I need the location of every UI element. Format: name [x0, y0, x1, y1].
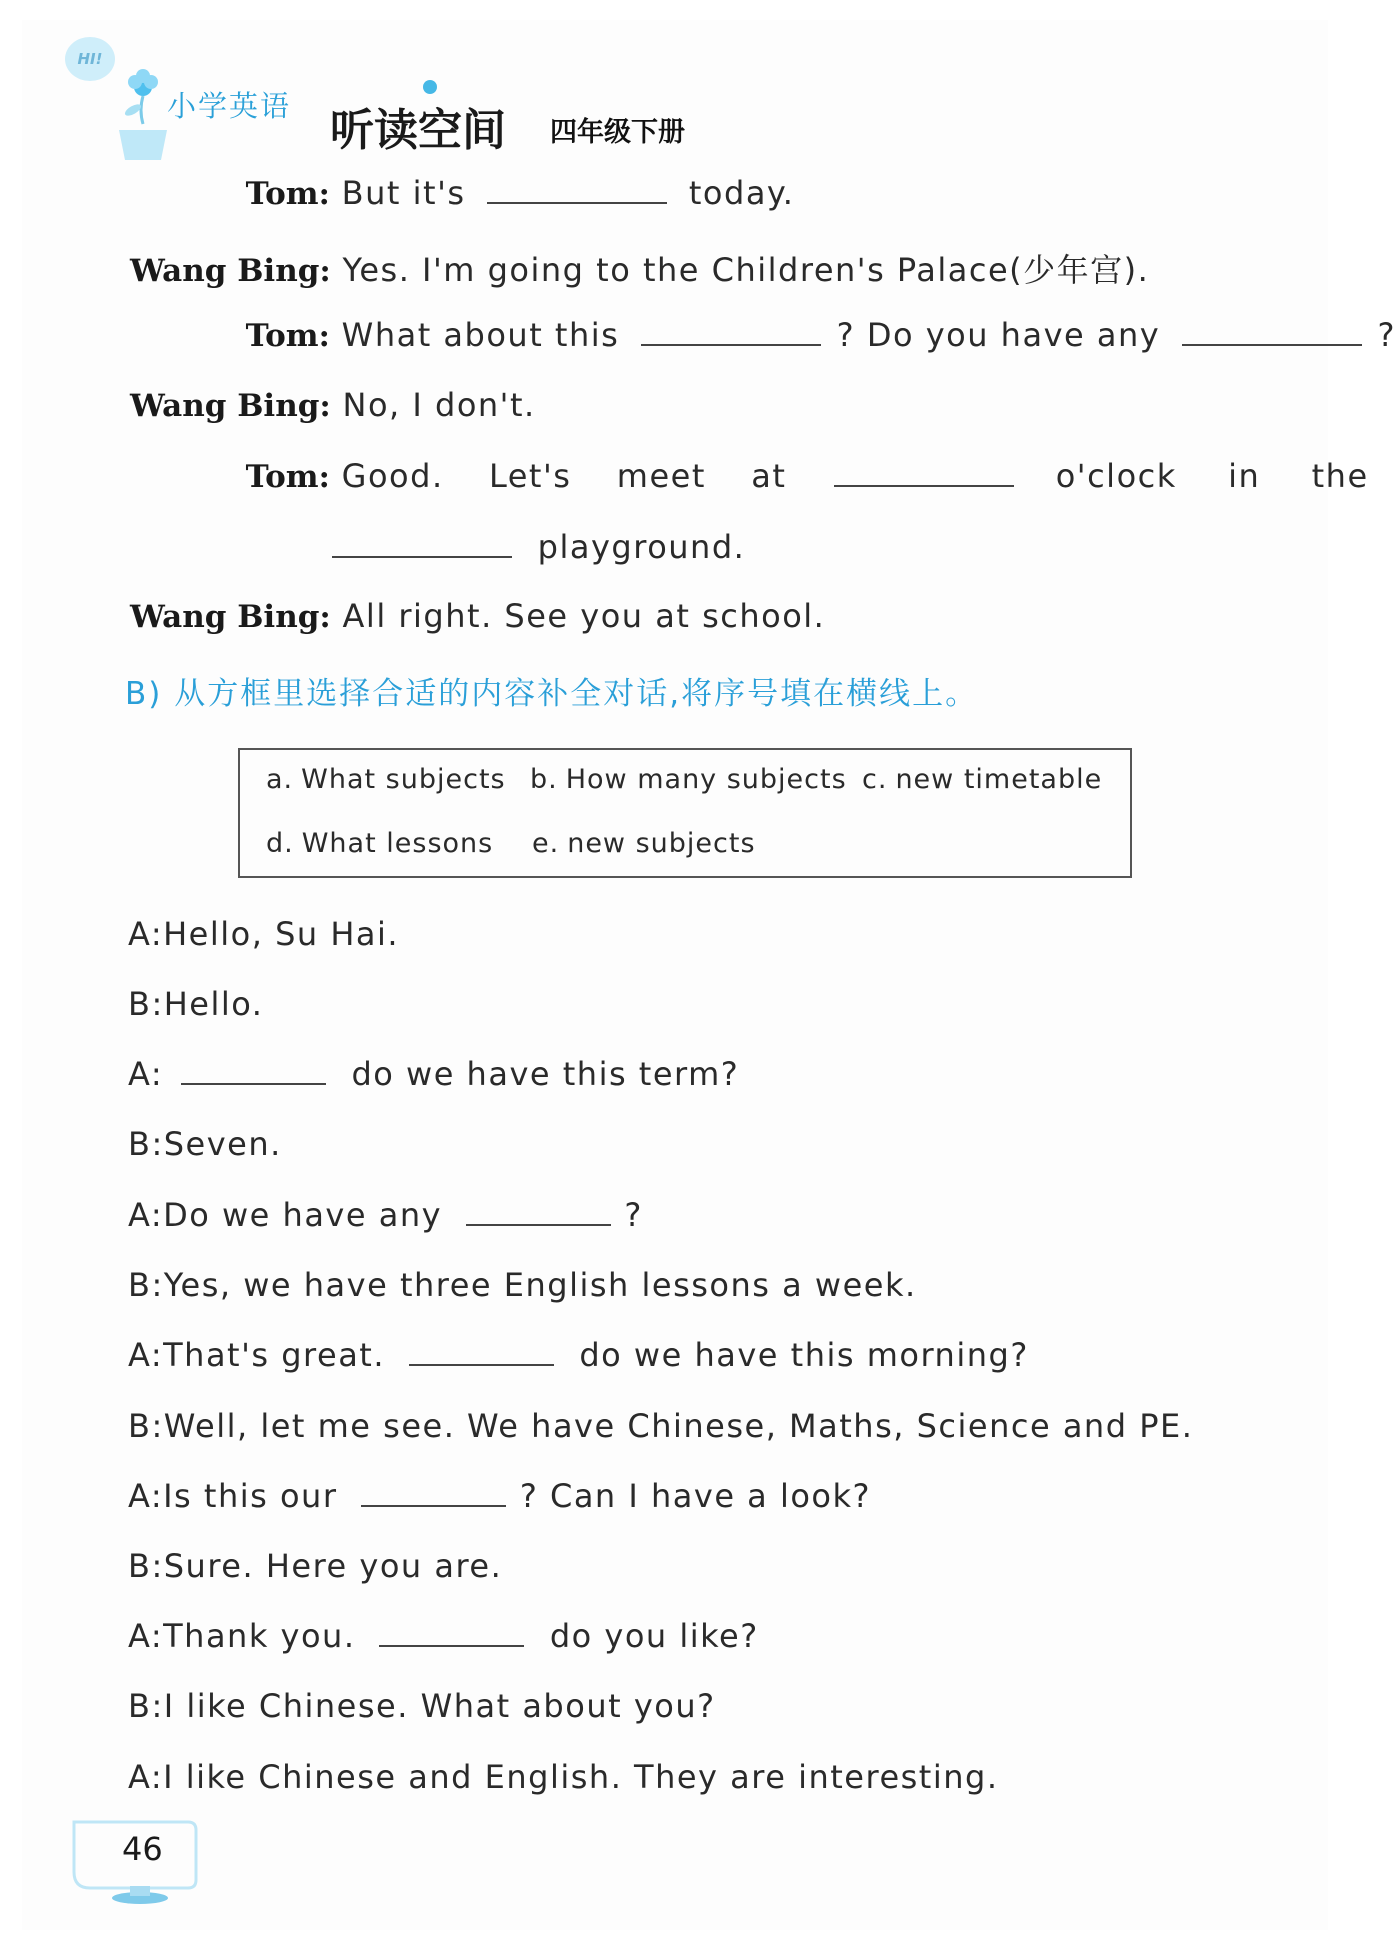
page-number: 46 — [122, 1830, 163, 1868]
answer-blank[interactable] — [409, 1336, 554, 1366]
line-text: Sure. Here you are. — [163, 1547, 503, 1585]
page-header — [55, 32, 755, 162]
line-text: at — [751, 457, 787, 495]
line-text: today. — [688, 174, 795, 212]
line-text: the — [1311, 457, 1369, 495]
line-text: Hello. — [163, 985, 264, 1023]
option-text: new timetable — [895, 764, 1103, 795]
option-label: e. — [532, 828, 560, 859]
line-text: do you like? — [549, 1617, 759, 1655]
line-text: What about this — [341, 316, 620, 354]
speaker-label: A: — [128, 1477, 164, 1515]
line-text: Seven. — [163, 1125, 282, 1163]
dialogue-line — [130, 245, 1149, 291]
line-text: But it's — [341, 174, 466, 212]
line-text: Hello, Su Hai. — [163, 915, 400, 953]
line-text: I like Chinese. What about you? — [163, 1687, 716, 1725]
speaker-label: B: — [128, 985, 164, 1023]
grade-title: 四年级下册 — [550, 117, 685, 148]
speaker-label: B: — [128, 1547, 164, 1585]
speaker-label: A: — [128, 1055, 164, 1093]
line-text: That's great. — [163, 1336, 386, 1374]
line-text: Let's — [488, 457, 572, 495]
option-text: What lessons — [301, 828, 494, 859]
dialogue-line — [128, 1687, 716, 1725]
option-label: b. — [530, 764, 558, 795]
speaker-label: A: — [128, 1758, 164, 1796]
dialogue-line — [128, 1758, 999, 1796]
option-item — [532, 828, 756, 859]
line-text: Yes. I'm going to the Children's Palace(少年宫). — [342, 251, 1150, 289]
line-text: meet — [616, 457, 706, 495]
line-text: Yes, we have three English lessons a week. — [163, 1266, 917, 1304]
answer-blank[interactable] — [641, 316, 821, 346]
line-text: o'clock — [1055, 457, 1177, 495]
dialogue-line — [130, 386, 536, 424]
line-text: All right. See you at school. — [342, 597, 826, 635]
speaker-label: B: — [128, 1687, 164, 1725]
answer-blank[interactable] — [332, 528, 512, 558]
option-text: How many subjects — [565, 764, 847, 795]
speaker-label: B: — [128, 1125, 164, 1163]
dialogue-line — [128, 1617, 759, 1655]
line-text: Do we have any — [163, 1196, 443, 1234]
answer-blank[interactable] — [1182, 316, 1362, 346]
option-text: new subjects — [567, 828, 756, 859]
brand-dot-icon — [423, 80, 437, 94]
dialogue-line — [128, 1407, 1193, 1445]
dialogue-line — [128, 915, 399, 953]
speaker-label: A: — [128, 1617, 164, 1655]
option-item — [266, 828, 493, 859]
speaker-label: A: — [128, 1336, 164, 1374]
option-item — [862, 764, 1102, 795]
option-item — [530, 764, 847, 795]
section-b-instruction: B) 从方框里选择合适的内容补全对话,将序号填在横线上。 — [125, 676, 979, 712]
speaker-label: Wang Bing: — [130, 599, 331, 635]
option-text: What subjects — [301, 764, 506, 795]
flower-pot-icon — [105, 52, 175, 162]
speaker-label: A: — [128, 1196, 164, 1234]
speaker-label: A: — [128, 915, 164, 953]
answer-blank[interactable] — [466, 1196, 611, 1226]
line-text: No, I don't. — [342, 386, 536, 424]
speaker-label: Tom: — [245, 459, 330, 495]
line-text: ? Can I have a look? — [519, 1477, 872, 1515]
hi-badge: HI! — [65, 37, 115, 81]
option-box — [238, 748, 1132, 878]
dialogue-line — [130, 457, 1369, 495]
line-text: do we have this morning? — [579, 1336, 1029, 1374]
option-label: a. — [266, 764, 294, 795]
dialogue-line — [128, 1125, 282, 1163]
dialogue-line — [128, 1055, 739, 1093]
line-text: I like Chinese and English. They are interesting. — [163, 1758, 999, 1796]
speaker-label: Wang Bing: — [130, 388, 331, 424]
answer-blank[interactable] — [361, 1477, 506, 1507]
speaker-label: B: — [128, 1407, 164, 1445]
series-title: 小学英语 — [167, 89, 292, 123]
dialogue-line — [130, 174, 794, 212]
line-text: do we have this term? — [351, 1055, 740, 1093]
dialogue-line — [128, 1266, 917, 1304]
line-text: Well, let me see. We have Chinese, Maths, Science and PE. — [163, 1407, 1194, 1445]
speaker-label: Tom: — [245, 176, 330, 212]
dialogue-line — [128, 985, 263, 1023]
option-label: c. — [862, 764, 888, 795]
dialogue-line — [130, 316, 1396, 354]
dialogue-line — [128, 1196, 643, 1234]
answer-blank[interactable] — [834, 457, 1014, 487]
line-text: Good. — [341, 457, 444, 495]
answer-blank[interactable] — [181, 1055, 326, 1085]
line-text: Thank you. — [163, 1617, 356, 1655]
dialogue-line — [332, 528, 745, 566]
option-item — [266, 764, 506, 795]
answer-blank[interactable] — [379, 1617, 524, 1647]
line-text: in — [1228, 457, 1261, 495]
line-text: ? Do you have any — [836, 316, 1161, 354]
option-label: d. — [266, 828, 294, 859]
line-text: playground. — [537, 528, 746, 566]
line-text: Is this our — [163, 1477, 338, 1515]
dialogue-line — [128, 1477, 871, 1515]
dialogue-line — [128, 1336, 1029, 1374]
speaker-label: B: — [128, 1266, 164, 1304]
dialogue-line — [128, 1547, 502, 1585]
answer-blank[interactable] — [487, 174, 667, 204]
line-text: ? — [1377, 316, 1396, 354]
dialogue-line — [130, 597, 825, 635]
brand-title: 听读空间 — [330, 105, 506, 156]
speaker-label: Wang Bing: — [130, 253, 331, 289]
line-text: ? — [624, 1196, 643, 1234]
speaker-label: Tom: — [245, 318, 330, 354]
